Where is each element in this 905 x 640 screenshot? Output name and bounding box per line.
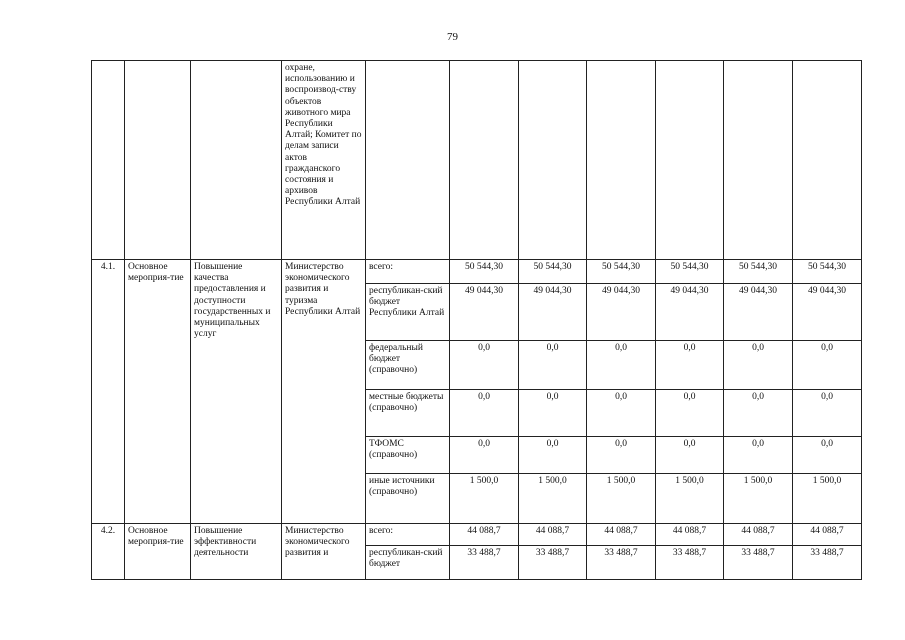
row-index: 4.2. [92, 524, 125, 580]
value-cell: 0,0 [656, 437, 724, 474]
value-cell: 49 044,30 [519, 284, 587, 341]
value-cell [450, 61, 519, 260]
value-cell: 0,0 [793, 390, 862, 437]
value-cell: 0,0 [793, 437, 862, 474]
value-cell: 50 544,30 [450, 260, 519, 284]
value-cell: 0,0 [587, 341, 656, 390]
row-index: 4.1. [92, 260, 125, 524]
value-cell: 1 500,0 [724, 474, 793, 524]
responsible-cell: охране, использованию и воспроизвод-ству объектов животного мира Республики Алтай; Комитет по делам записи актов гражданского состояния и архивов Республики Алтай [282, 61, 366, 260]
value-cell: 0,0 [724, 341, 793, 390]
source-label: республикан-ский бюджет [366, 546, 450, 580]
value-cell: 0,0 [793, 341, 862, 390]
continuation-row [92, 61, 862, 260]
value-cell: 33 488,7 [450, 546, 519, 580]
page-number: 79 [447, 31, 458, 43]
value-cell: 33 488,7 [724, 546, 793, 580]
source-label: всего: [366, 260, 450, 284]
value-cell: 49 044,30 [450, 284, 519, 341]
value-cell [724, 61, 793, 260]
row-type: Основное мероприя-тие [125, 260, 191, 524]
value-cell: 0,0 [519, 390, 587, 437]
value-cell: 1 500,0 [656, 474, 724, 524]
row-responsible: Министерство экономического развития и [282, 524, 366, 580]
value-cell: 1 500,0 [519, 474, 587, 524]
value-cell: 0,0 [450, 390, 519, 437]
value-cell: 50 544,30 [724, 260, 793, 284]
value-cell: 1 500,0 [450, 474, 519, 524]
value-cell: 0,0 [450, 341, 519, 390]
source-label: федеральный бюджет (справочно) [366, 341, 450, 390]
value-cell: 50 544,30 [793, 260, 862, 284]
source-label: всего: [366, 524, 450, 546]
value-cell [656, 61, 724, 260]
value-cell: 0,0 [519, 341, 587, 390]
value-cell: 50 544,30 [587, 260, 656, 284]
value-cell: 49 044,30 [724, 284, 793, 341]
value-cell: 44 088,7 [724, 524, 793, 546]
value-cell: 0,0 [724, 390, 793, 437]
value-cell: 0,0 [724, 437, 793, 474]
row-responsible: Министерство экономического развития и туризма Республики Алтай [282, 260, 366, 524]
source-label: местные бюджеты (справочно) [366, 390, 450, 437]
value-cell: 50 544,30 [656, 260, 724, 284]
value-cell: 44 088,7 [450, 524, 519, 546]
value-cell [587, 61, 656, 260]
row-name: Повышение качества предоставления и доступности государственных и муниципальных услуг [191, 260, 282, 524]
value-cell: 50 544,30 [519, 260, 587, 284]
row-type: Основное мероприя-тие [125, 524, 191, 580]
value-cell: 1 500,0 [793, 474, 862, 524]
value-cell: 0,0 [450, 437, 519, 474]
value-cell: 49 044,30 [793, 284, 862, 341]
value-cell: 44 088,7 [656, 524, 724, 546]
row-name: Повышение эффективности деятельности [191, 524, 282, 580]
value-cell: 44 088,7 [587, 524, 656, 546]
name-cell [191, 61, 282, 260]
value-cell: 33 488,7 [656, 546, 724, 580]
value-cell: 0,0 [656, 341, 724, 390]
value-cell: 0,0 [587, 437, 656, 474]
value-cell [519, 61, 587, 260]
type-cell [125, 61, 191, 260]
value-cell: 49 044,30 [656, 284, 724, 341]
value-cell: 33 488,7 [793, 546, 862, 580]
value-cell: 0,0 [519, 437, 587, 474]
source-label: ТФОМС (справочно) [366, 437, 450, 474]
value-cell: 1 500,0 [587, 474, 656, 524]
value-cell: 0,0 [587, 390, 656, 437]
index-cell [92, 61, 125, 260]
value-cell: 33 488,7 [519, 546, 587, 580]
source-label: иные источники (справочно) [366, 474, 450, 524]
program-budget-table [91, 60, 862, 580]
value-cell: 44 088,7 [519, 524, 587, 546]
table-row [92, 524, 862, 546]
value-cell: 44 088,7 [793, 524, 862, 546]
source-cell [366, 61, 450, 260]
table-row [92, 260, 862, 284]
value-cell: 0,0 [656, 390, 724, 437]
source-label: республикан-ский бюджет Республики Алтай [366, 284, 450, 341]
value-cell: 33 488,7 [587, 546, 656, 580]
value-cell [793, 61, 862, 260]
value-cell: 49 044,30 [587, 284, 656, 341]
